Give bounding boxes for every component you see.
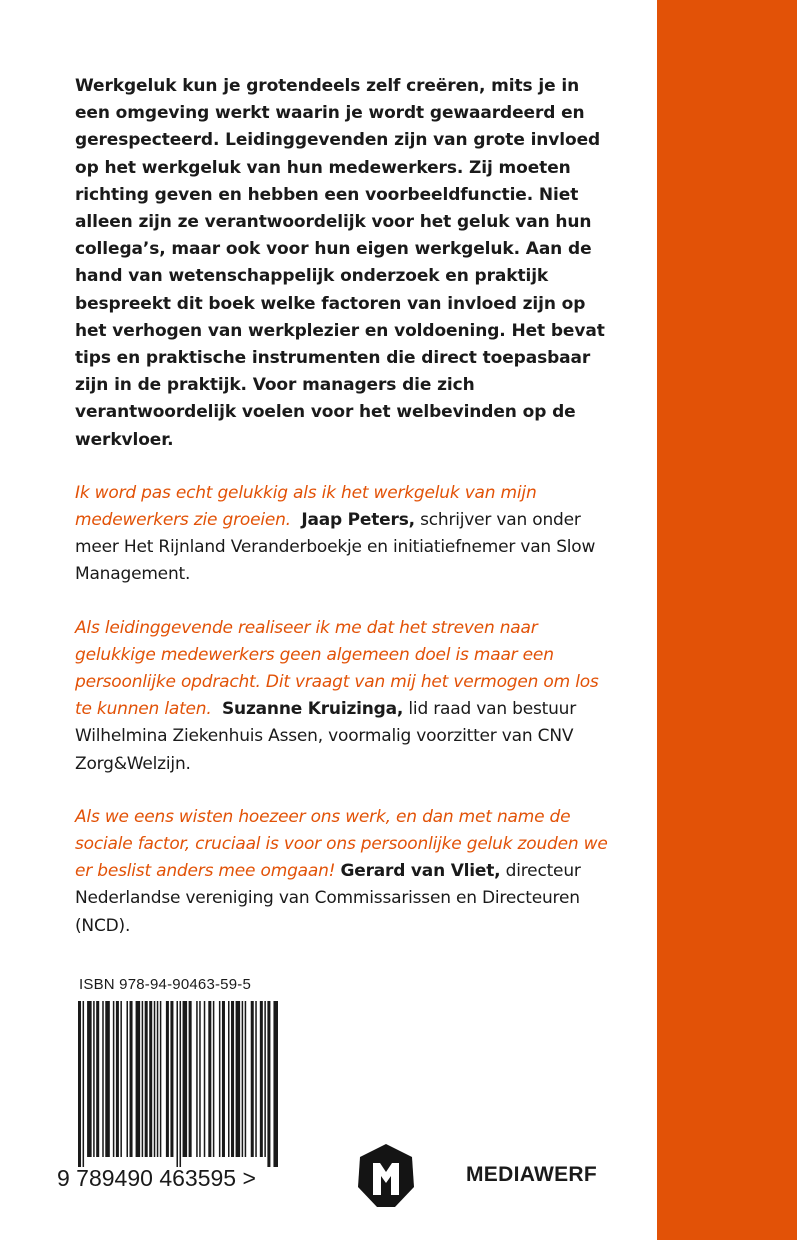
- barcode-bar: [78, 1001, 81, 1167]
- back-cover-text: [75, 73, 615, 940]
- barcode-bar: [245, 1001, 247, 1157]
- endorsement-author: Gerard van Vliet,: [340, 861, 501, 882]
- endorsement-author: Jaap Peters,: [301, 510, 415, 531]
- endorsement-1: [75, 480, 615, 589]
- barcode-bar: [105, 1001, 110, 1157]
- endorsement-quote: Ik word pas echt gelukkig als ik het werkgeluk van mijn medewerkers zie groeien.: [75, 482, 537, 531]
- barcode-bar: [267, 1001, 270, 1167]
- barcode-bar: [130, 1001, 133, 1157]
- barcode-bar: [96, 1001, 99, 1157]
- barcode-bar: [264, 1001, 266, 1157]
- mediawerf-logo-icon: [357, 1143, 415, 1209]
- barcode-bar: [208, 1001, 211, 1157]
- orange-spine-band: [657, 0, 797, 1240]
- endorsement-role: schrijver van onder meer Het Rijnland Veranderboekje en initiatiefnemer van Slow Management.: [75, 510, 596, 585]
- endorsement-quote: Als we eens wisten hoezeer ons werk, en dan met name de sociale factor, cruciaal is voor ons persoonlijke geluk zouden we er beslist anders mee omgaan!: [75, 806, 608, 882]
- barcode-bar: [170, 1001, 173, 1157]
- barcode-bar: [273, 1001, 278, 1167]
- endorsement-3: [75, 804, 615, 940]
- barcode-bar: [145, 1001, 148, 1157]
- barcode-bar: [136, 1001, 141, 1157]
- barcode-bar: [260, 1001, 263, 1157]
- barcode-bar: [204, 1001, 206, 1157]
- barcode-bar: [255, 1001, 257, 1157]
- barcode-bar: [142, 1001, 144, 1157]
- barcode-bar: [126, 1001, 128, 1157]
- barcode-bar: [93, 1001, 95, 1157]
- barcode-bar: [236, 1001, 241, 1157]
- endorsement-2: [75, 615, 615, 778]
- barcode-bar: [116, 1001, 119, 1157]
- barcode-bar: [213, 1001, 215, 1157]
- barcode-bar: [154, 1001, 156, 1157]
- barcode-bar: [180, 1001, 182, 1167]
- endorsement-role: directeur Nederlandse vereniging van Commissarissen en Directeuren (NCD).: [75, 861, 581, 936]
- book-description: Werkgeluk kun je grotendeels zelf creëren, mits je in een omgeving werkt waarin je wordt gewaardeerd en gerespecteerd. Leidinggevenden zijn van grote invloed op het werkgeluk van hun medewerkers. Zij moeten richting geven en hebben een voorbeeldfunctie. Niet alleen zijn ze verantwoordelijk voor het geluk van hun collega’s, maar ook voor hun eigen werkgeluk. Aan de hand van wetenschappelijk onderzoek en praktijk bespreekt dit boek welke factoren van invloed zijn op het verhogen van werkplezier en voldoening. Het bevat tips en praktische instrumenten die direct toepasbaar zijn in de praktijk. Voor managers die zich verantwoordelijk voelen voor het welbevinden op de werkvloer.: [75, 76, 605, 450]
- barcode-bar: [157, 1001, 159, 1157]
- barcode-digits: 9 789490 463595 >: [57, 1165, 256, 1191]
- barcode-bar: [189, 1001, 192, 1157]
- barcode-bar: [231, 1001, 234, 1157]
- barcode-bar: [160, 1001, 162, 1157]
- endorsement-author: Suzanne Kruizinga,: [222, 699, 404, 720]
- barcode-bar: [166, 1001, 169, 1157]
- barcode: [78, 1001, 278, 1167]
- barcode-bar: [222, 1001, 225, 1157]
- barcode-bar: [87, 1001, 92, 1157]
- barcode-bar: [242, 1001, 244, 1157]
- barcode-bar: [196, 1001, 198, 1157]
- barcode-bar: [199, 1001, 201, 1157]
- barcode-bar: [102, 1001, 104, 1157]
- publisher-name: MEDIAWERF: [466, 1163, 598, 1186]
- isbn-label: ISBN 978-94-90463-59-5: [79, 976, 252, 993]
- barcode-bar: [183, 1001, 188, 1157]
- barcode-bar: [176, 1001, 178, 1167]
- barcode-bar: [219, 1001, 221, 1157]
- barcode-bar: [113, 1001, 115, 1157]
- endorsement-role: lid raad van bestuur Wilhelmina Ziekenhuis Assen, voormalig voorzitter van CNV Zorg&Welzijn.: [75, 699, 577, 774]
- barcode-bar: [83, 1001, 85, 1167]
- barcode-bar: [251, 1001, 254, 1157]
- barcode-bar: [120, 1001, 122, 1157]
- barcode-bar: [228, 1001, 230, 1157]
- barcode-bar: [149, 1001, 152, 1157]
- endorsement-quote: Als leidinggevende realiseer ik me dat het streven naar gelukkige medewerkers geen algemeen doel is maar een persoonlijke opdracht. Dit vraagt van mij het vermogen om los te kunnen laten.: [75, 617, 599, 720]
